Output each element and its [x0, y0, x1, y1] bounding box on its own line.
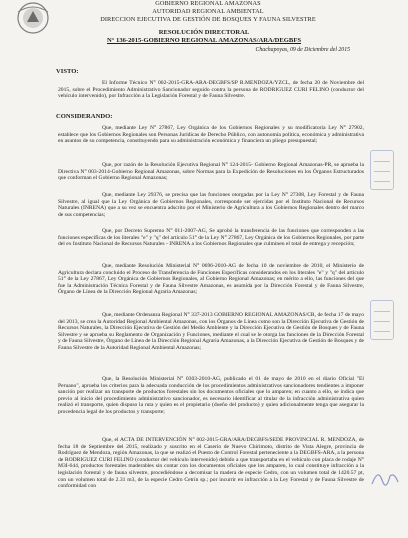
- paragraph-2: Que, por razón de la Resolución Ejecutiva Regional N° 124-2015- Gobierno Regional Amazonas-PR, se aprueba la Directiva N° 003-2014-Gobierno Regional Amazonas, sobre Normas para la Expedición de Resoluciones en los Órganos Estructurados que conforman el Gobierno Regional Amazonas;: [58, 162, 364, 182]
- margin-stamp-icon: [370, 300, 394, 340]
- letterhead-line-2: AUTORIDAD REGIONAL AMBIENTAL: [152, 7, 264, 15]
- place-date: Chachapoyas, 09 de Diciembre del 2015: [255, 47, 350, 53]
- paragraph-1: Que, mediante Ley N° 27867, Ley Orgánica de los Gobiernos Regionales y su modificatoria Ley N° 27902, establece que los Gobiernos Regionales son Personas Jurídicas de Derecho Público, con autonomía política, económica y administrativa en asuntos de su competencia, constituyendo para su administración económica y financiera un pliego presupuestal;: [58, 125, 364, 145]
- paragraph-7: Que, la Resolución Ministerial N° 0303-2010-AG, publicado el 01 de mayo de 2010 en el diario Oficial "El Peruano", aprueba los criterios para la adecuada conducción de los procedimientos administrativos sancionadores tendientes a imponer sanción por realizar un transporte de productos forestales sin los documentos oficiales que lo amparen; en cuanto a ello, se indica que previo al inicio del procedimiento administrativo sancionador, es necesario identificar al titular de la infracción administrativa quien realizó el transporte, quien dispuso la ruta y quien es el propietario (dueño del producto) y quien adicionalmente tenga que asegurar la procedencia legal de los productos y transporte;: [58, 376, 364, 415]
- paragraph-3: Que, mediante Ley 29376, se precisa que las funciones otorgadas por la Ley N° 27308, Ley Forestal y de Fauna Silvestre, al igual que la Ley Orgánica de Gobiernos Regionales, corresponde ser ejercidas por el Instituto Nacional de Recursos Naturales (INRENA) que a su vez se encuentra adscrito por el Ministerio de Agricultura a los Gobiernos Regionales dentro del marco de sus competencias;: [58, 192, 364, 218]
- resolution-title: [0, 29, 408, 45]
- visto-heading: VISTO:: [56, 68, 79, 75]
- letterhead: [60, 0, 356, 23]
- letterhead-line-1: GOBIERNO REGIONAL AMAZONAS: [155, 0, 261, 7]
- margin-stamp-icon: [370, 150, 394, 190]
- considerando-heading: CONSIDERANDO:: [56, 113, 113, 120]
- paragraph-6: Que, mediante Ordenanza Regional N° 337-2013 GOBIERNO REGIONAL AMAZONAS/CR, de fecha 17 de mayo del 2013, se crea la Autoridad Regional Ambiental Amazonas, con los Órganos de Línea como son la Dirección Ejecutiva de Gestión de Recursos Naturales, la Dirección Ejecutiva de Gestión del Medio Ambiente y la Dirección Ejecutiva de Gestión de Bosques y de Fauna Silvestre y se aprueba su Reglamento de Organización y Funciones, mediante el cual se le otorga las funciones de la Dirección Forestal y de Fauna Silvestre, Órgano de Línea de la Dirección Regional Agraria Amazonas, a la Dirección Ejecutiva de Gestión de Bosques y de Fauna Silvestre de la Autoridad Regional Ambiental Amazonas;: [58, 312, 364, 351]
- paragraph-5: Que, mediante Resolución Ministerial N° 0696-2010-AG de fecha 10 de noviembre de 2010, el Ministerio de Agricultura declara concluido el Proceso de Transferencia de Funciones Específicas considerandos en los literales "e" y "q" del artículo 51° de la Ley 27867, Ley Orgánica de Gobiernos Regionales, al Gobierno Regional Amazonas; en mérito a ello, las funciones del que fue la Administración Técnica Forestal y de Fauna Silvestre Amazonas, es asumida por la Dirección Forestal y de Fauna Silvestre, Órgano de Línea de la Dirección Regional Agraria Amazonas;: [58, 263, 364, 296]
- paragraph-4: Que, por Decreto Supremo N° 011-2007-AG, Se aprobó la transferencia de las funciones que corresponden a las funciones específicas de los literales "e" y "q" del artículo 51° de la Ley N° 27867, Ley Orgánica de los Gobiernos Regionales, por parte del ex Instituto Nacional de Recursos Naturales - INRENA a los Gobiernos Regionales que culminen el total de entrega y recepción;: [58, 228, 364, 248]
- resolution-title-line-1: RESOLUCIÓN DIRECTORAL: [158, 29, 250, 36]
- resolution-number: N° 136-2015-GOBIERNO REGIONAL AMAZONAS/ARA/DEGBFS: [106, 37, 302, 44]
- visto-paragraph: El Informe Técnico N° 002-2015-GRA-ARA-DEGBFS/SP R.MENDOZA/YZCL, de fecha 20 de Noviembre del 2015, sobre el Procedimiento Administrativo Sancionador seguido contra la persona de RODRIGUEZ CURI FELINO (conductor del vehículo intervenido), por Infracción a la Legislación Forestal y de Fauna Silvestre.: [58, 80, 364, 100]
- signature-icon: [370, 466, 400, 490]
- letterhead-line-3: DIRECCION EJECUTIVA DE GESTIÓN DE BOSQUES Y FAUNA SILVESTRE: [100, 15, 316, 23]
- paragraph-8: Que, el ACTA DE INTERVENCIÓN N° 002-2015-GRA/ARA/DEGBFS/SEDE PROVINCIAL R. MENDOZA, de fecha 18 de Septiembre del 2015, realizado y suscrito en el Caserío de Nuevo Chirimoto, distrito de Vista Alegre, provincia de Rodríguez de Mendoza, región Amazonas, la que se realizó el Puesto de Control Forestal perteneciente a la DEGBFS-ARA, a la persona de RODRIGUEZ CURI FELINO (conductor del vehículo intervenido) debido a que transportaba en el vehículo con placa de rodaje N° M3I-644, productos forestales maderables sin contar con los documentos oficiales que los amparen, lo cual constituye infracción a la legislación forestal y de fauna silvestre, procediéndose a decomisar la madera de especie Cedro, con un volumen total de 1420.57 pt, con un volumen total de 2.31 m3, de la especie Cedro Cetrín sp.; por incurrir en infracción a la Ley Forestal y de Fauna Silvestre de conformidad con: [58, 437, 364, 490]
